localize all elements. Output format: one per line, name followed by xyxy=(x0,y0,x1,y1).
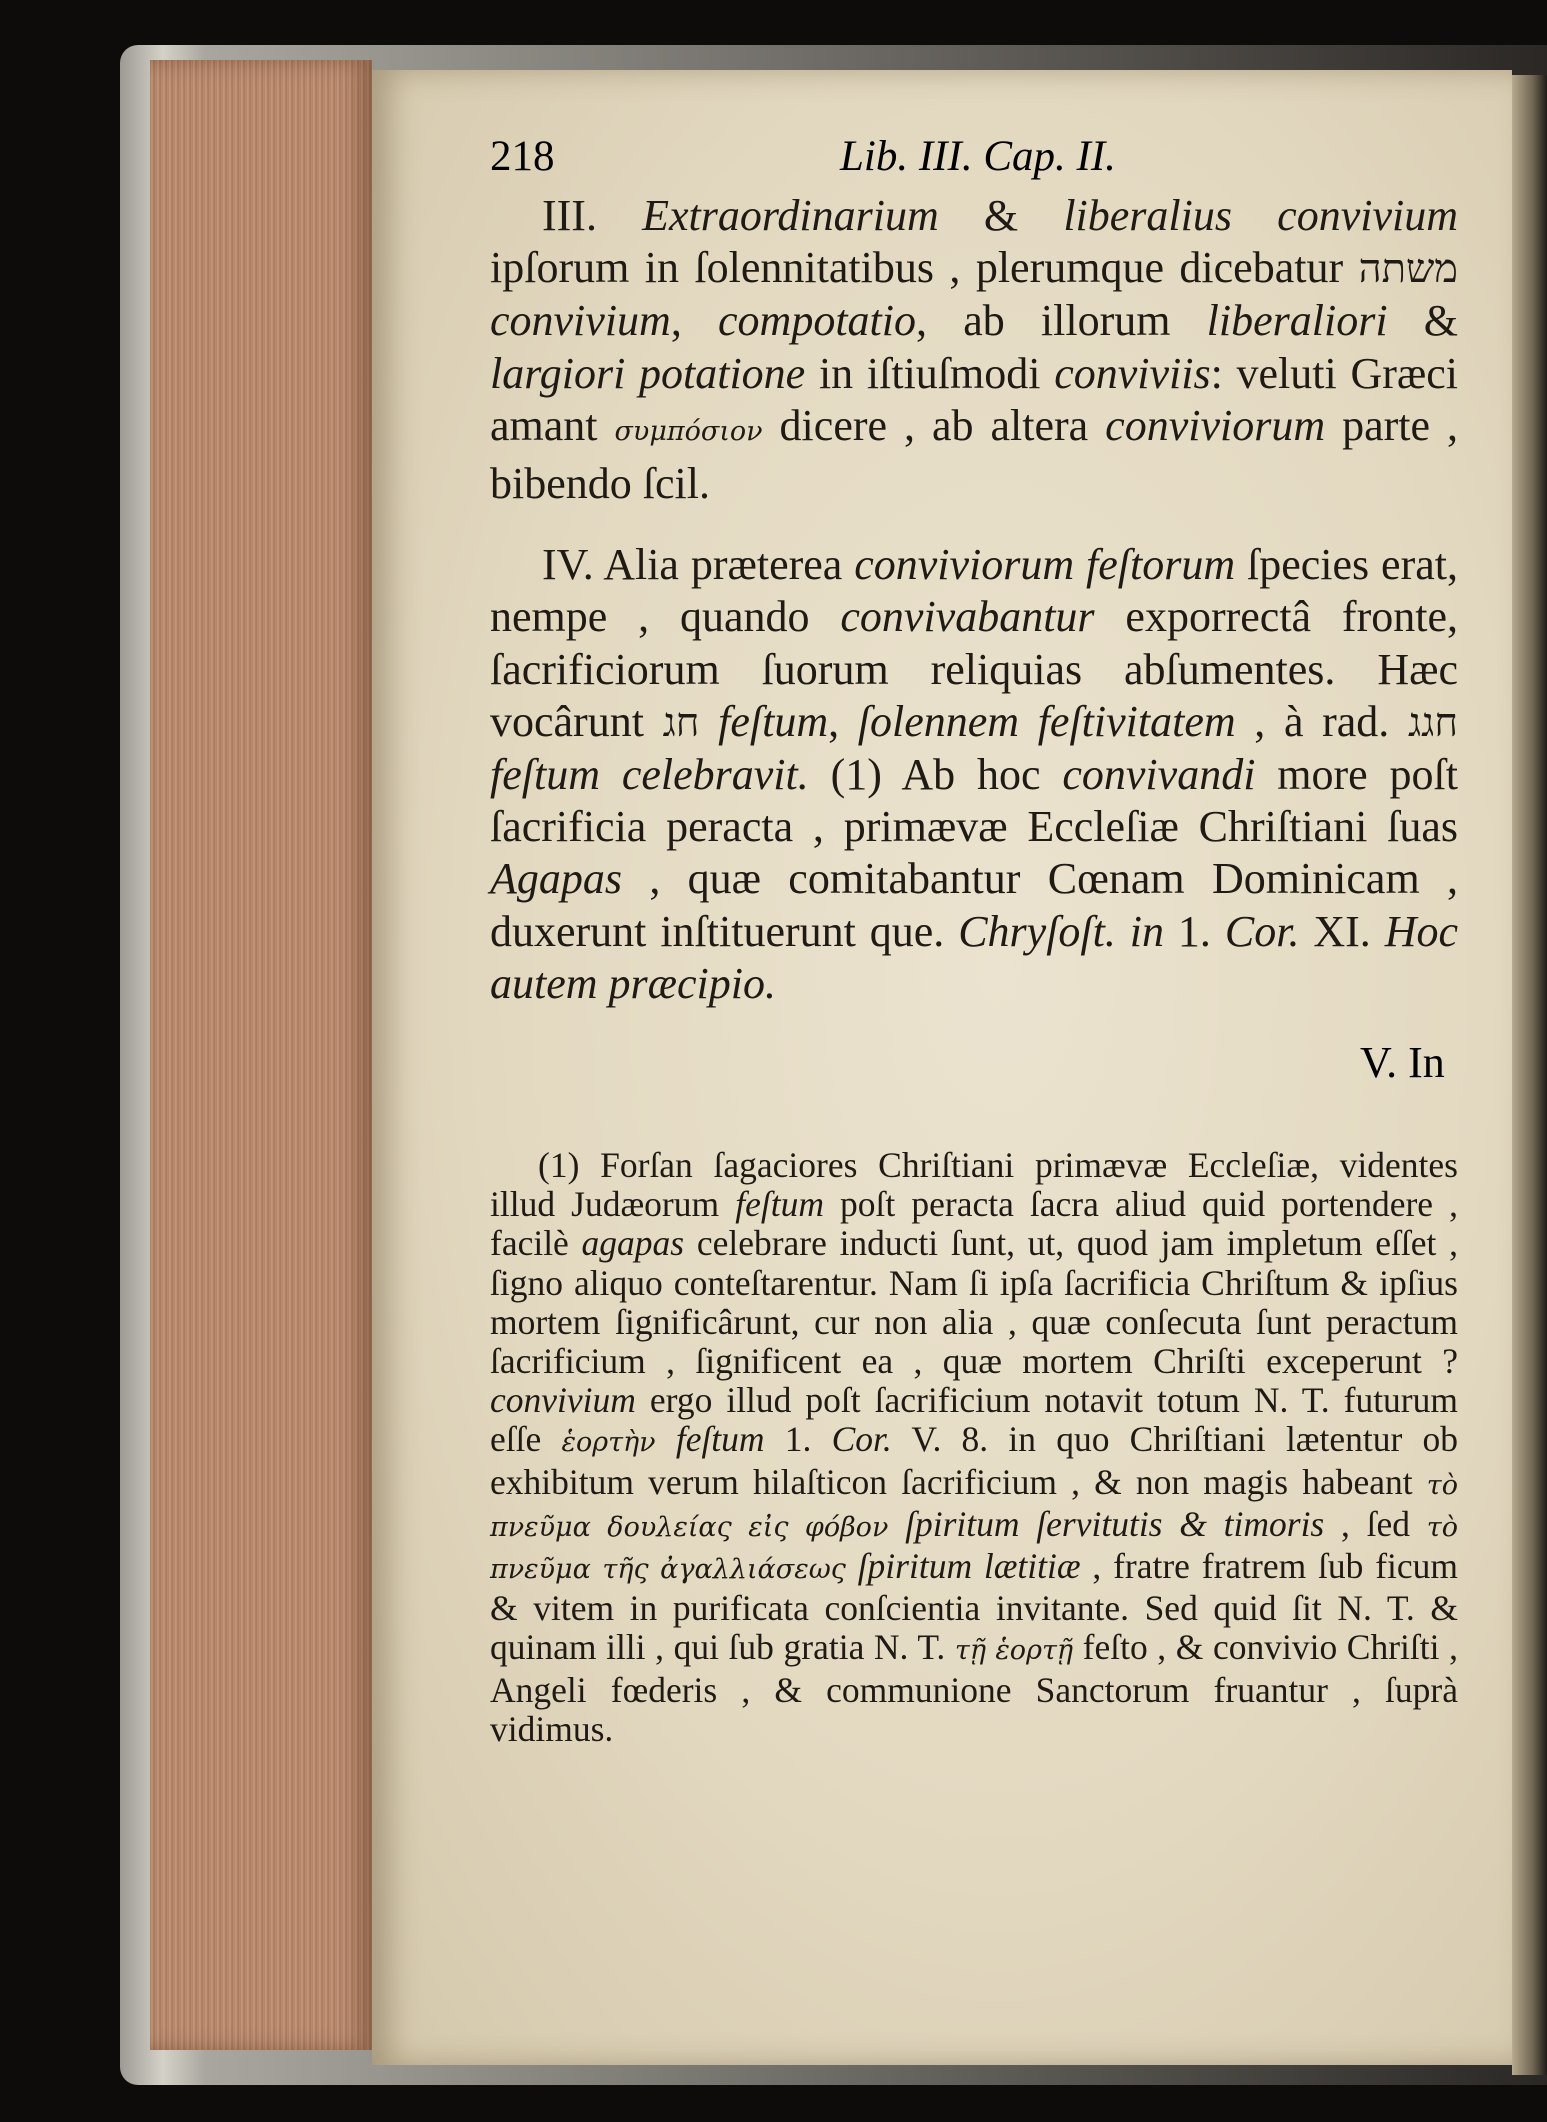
italic-text: largiori potatione xyxy=(490,348,806,398)
text-run: (1) Ab hoc xyxy=(808,750,1063,800)
running-head: Lib. III. Cap. II. xyxy=(840,133,1116,180)
greek-word: ἑορτὴν xyxy=(561,1427,656,1459)
text-run: (1) Forſan ſagaciores Chriſtiani primævæ Eccleſiæ, videntes illud Judæorum xyxy=(490,1145,1458,1225)
text-run: , xyxy=(828,696,858,746)
italic-text: convivandi xyxy=(1062,750,1256,800)
text-run: ſpecies erat, nempe , quando xyxy=(490,540,1458,642)
italic-text: Hoc autem præcipio. xyxy=(490,906,1458,1008)
hebrew-word: חגג xyxy=(1407,699,1459,746)
italic-text: compotatio xyxy=(718,296,916,346)
italic-text: liberalius convivium xyxy=(1063,191,1458,240)
italic-text: convivium xyxy=(490,296,671,346)
text-run: ipſorum in ſolennitatibus , plerumque dicebatur xyxy=(490,243,1359,293)
greek-word: τὸ πνεῦμα τῆς ἀγαλλιάσεως xyxy=(490,1511,1458,1586)
italic-text: Chryſoſt. in xyxy=(958,906,1165,956)
main-text xyxy=(490,190,1458,1010)
text-run xyxy=(656,1419,676,1459)
text-run: : veluti Græci amant xyxy=(490,348,1458,450)
text-run: , à rad. xyxy=(1235,696,1408,746)
text-run: 1. xyxy=(1164,906,1225,956)
text-run: , quæ comitabantur Cœnam Dominicam , duxerunt inſtituerunt que. xyxy=(490,854,1458,956)
italic-text: convivium xyxy=(490,1380,636,1421)
text-run: XI. xyxy=(1299,906,1385,956)
italic-text: feſtum xyxy=(718,696,829,746)
italic-text: Cor. xyxy=(831,1419,892,1460)
page-header xyxy=(490,132,1458,182)
text-run: in iſtiuſmodi xyxy=(805,348,1055,398)
italic-text: feſtum celebravit. xyxy=(490,750,809,800)
text-run: , ab illorum xyxy=(916,296,1207,346)
italic-text: Extraordinarium xyxy=(642,191,939,240)
italic-text: conviviis xyxy=(1054,348,1211,398)
text-run: V. 8. in quo Chriſtiani lætentur ob exhibitum verum hilaſticon ſacrificium , & non magis habeant xyxy=(490,1419,1459,1502)
text-run: & xyxy=(1387,296,1458,346)
text-run xyxy=(888,1504,905,1544)
greek-word: συμπόσιον xyxy=(614,415,763,447)
facing-page-edge xyxy=(1512,75,1547,2075)
page-number: 218 xyxy=(490,133,555,180)
italic-text: Cor. xyxy=(1224,906,1300,956)
greek-word: τῇ ἑορτῇ xyxy=(954,1635,1074,1667)
catchword: V. In xyxy=(1360,1038,1445,1087)
text-run: parte , bibendo ſcil. xyxy=(490,400,1459,509)
italic-text: liberaliori xyxy=(1206,296,1388,346)
text-run: , ſed xyxy=(1324,1503,1427,1544)
text-run: feſto , & convivio Chriſti , Angeli fœderis , & communione Sanctorum fruantur , ſuprà vidimus. xyxy=(490,1627,1458,1749)
text-run: III. xyxy=(542,191,643,240)
italic-text: ſpiritum lætitiæ xyxy=(857,1546,1081,1587)
text-run: , xyxy=(670,296,719,346)
greek-word: τὸ πνεῦμα δουλείας εἰς φόβον xyxy=(490,1469,1458,1543)
text-run: IV. Alia præterea xyxy=(542,540,855,590)
italic-text: convivabantur xyxy=(840,592,1095,642)
italic-text: feſtum xyxy=(735,1184,824,1225)
hebrew-word: חג xyxy=(662,699,700,746)
italic-text: agapas xyxy=(581,1223,685,1264)
text-run: more poſt ſacrificia peracta , primævæ Eccleſiæ Chriſtiani ſuas xyxy=(490,750,1458,852)
text-run xyxy=(699,697,718,746)
text-run xyxy=(846,1546,858,1586)
italic-text: conviviorum feſtorum xyxy=(854,540,1236,590)
text-run: 1. xyxy=(764,1419,832,1460)
text-run: dicere , ab altera xyxy=(762,400,1106,450)
footnote xyxy=(490,1146,1458,1749)
italic-text: conviviorum xyxy=(1105,400,1326,450)
text-run: exporrectâ fronte, ſacrificiorum ſuorum reliquias abſumentes. Hæc vocârunt xyxy=(490,592,1458,746)
italic-text: Agapas xyxy=(490,854,622,904)
paragraph-iv xyxy=(490,539,1458,1010)
text-run: & xyxy=(938,191,1064,240)
italic-text: ſpiritum ſervitutis & timoris xyxy=(905,1503,1325,1544)
footnote-paragraph xyxy=(490,1146,1458,1749)
italic-text: ſolennem feſtivitatem xyxy=(857,696,1236,746)
italic-text: feſtum xyxy=(675,1419,765,1460)
text-run: poſt peracta ſacra aliud quid portendere , facilè xyxy=(490,1184,1458,1264)
text-run: ergo illud poſt ſacrificium notavit totum N. T. futurum eſſe xyxy=(490,1380,1458,1460)
text-run: , fratre fratrem ſub ficum & vitem in purificata conſcientia invitante. Sed quid ſit N. T. & quinam illi , qui ſub gratia N. T. xyxy=(490,1546,1459,1668)
page-edges xyxy=(150,60,372,2050)
paragraph-iii xyxy=(490,190,1458,510)
hebrew-word: משתה xyxy=(1358,246,1458,293)
text-run: celebrare inducti ſunt, ut, quod jam impletum eſſet , ſigno aliquo conteſtarentur. Nam ſi ipſa ſacrificia Chriſtum & ipſius mortem ſignificârunt, cur non alia , quæ conſecuta ſunt peractum ſacrificium , ſignificent ea , quæ mortem Chriſti exceperunt ? xyxy=(490,1223,1458,1382)
